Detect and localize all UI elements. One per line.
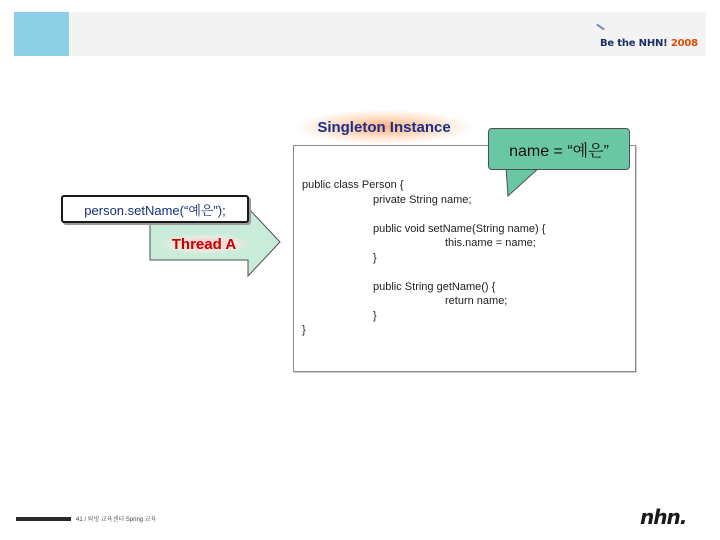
code-box	[293, 145, 636, 372]
brand-year: 2008	[670, 38, 698, 49]
footer-bar	[16, 517, 71, 521]
code-line: return name;	[445, 295, 508, 307]
code-line: public String getName() {	[373, 281, 496, 293]
code-line: }	[373, 252, 377, 264]
code-line: private String name;	[373, 194, 472, 206]
nhn-logo: nhn.	[640, 505, 687, 529]
thread-label	[160, 234, 248, 254]
brand-slogan	[600, 38, 698, 49]
thread-label-text: Thread A	[171, 235, 237, 253]
header-band	[14, 12, 706, 56]
code-line: public void setName(String name) {	[373, 223, 546, 235]
code-line: public class Person {	[302, 179, 404, 191]
header-accent-square	[14, 12, 69, 56]
code-line: }	[302, 324, 306, 336]
code-line: }	[373, 310, 377, 322]
brand-slogan-text: Be the NHN!	[600, 38, 668, 49]
footer-page-text: 41 / 퇴빙 교육센터 Spring 교육	[76, 517, 157, 523]
method-call-text: person.setName(“예은”);	[84, 202, 226, 218]
slide-title	[296, 110, 472, 144]
value-callout	[488, 128, 630, 170]
callout-text: name = “예은”	[509, 142, 609, 160]
slide-title-text: Singleton Instance	[317, 118, 451, 136]
code-line: this.name = name;	[445, 237, 536, 249]
method-call-box	[61, 195, 249, 223]
